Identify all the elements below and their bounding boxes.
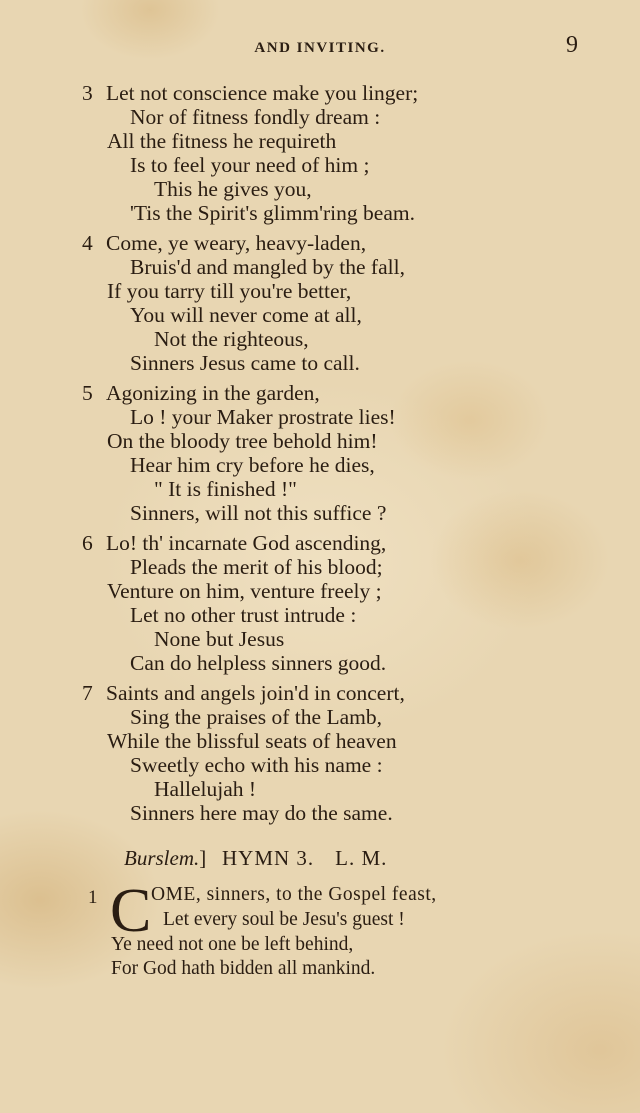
verse-line: Hear him cry before he dies, [130,453,375,477]
drop-cap: C [110,877,152,945]
stanza-number: 4 [82,231,93,255]
stanza-number: 1 [88,887,98,908]
verse-line: Bruis'd and mangled by the fall, [130,255,405,279]
verse-line: Nor of fitness fondly dream : [130,105,381,129]
verse-line: Venture on him, venture freely ; [107,579,382,603]
verse-line: Agonizing in the garden, [106,381,320,405]
running-head: AND INVITING. [254,40,386,56]
hymn-title: HYMN 3. [222,846,315,870]
verse-line: If you tarry till you're better, [107,279,352,303]
verse-line: Sinners here may do the same. [130,801,393,825]
verse-line: Lo ! your Maker prostrate lies! [130,405,396,429]
verse-line: Not the righteous, [154,327,309,351]
verse-line: Sinners, will not this suffice ? [130,501,387,525]
verse-line: None but Jesus [154,627,285,651]
verse-line: " It is finished !" [154,477,297,501]
verse-line: While the blissful seats of heaven [107,729,397,753]
tune-bracket: ] [199,846,207,870]
verse-line: Let not conscience make you linger; [106,81,419,105]
verse-line: For God hath bidden all mankind. [111,958,376,979]
verse-line: 'Tis the Spirit's glimm'ring beam. [130,201,415,225]
verse-line: Ye need not one be left behind, [111,934,354,955]
page-number: 9 [566,32,578,58]
hymn-heading [124,846,387,871]
verse-line: Lo! th' incarnate God ascending, [106,531,387,555]
stanza-number: 7 [82,681,93,705]
verse-line: All the fitness he requireth [107,129,337,153]
hymn-meter: L. M. [335,846,388,870]
stanza-number: 3 [82,81,93,105]
verse-line: Hallelujah ! [154,777,257,801]
verse-line: Saints and angels join'd in concert, [106,681,405,705]
verse-line: This he gives you, [154,177,312,201]
verse-line: Can do helpless sinners good. [130,651,387,675]
verse-line: Come, ye weary, heavy-laden, [106,231,367,255]
verse-line: Let every soul be Jesu's guest ! [163,909,405,930]
verse-line: Sweetly echo with his name : [130,753,383,777]
stanza-number: 6 [82,531,93,555]
verse-line: Sing the praises of the Lamb, [130,705,382,729]
verse-line: OME, sinners, to the Gospel feast, [151,884,437,905]
verse-line: You will never come at all, [130,303,362,327]
stanza-number: 5 [82,381,93,405]
verse-line: On the bloody tree behold him! [107,429,378,453]
verse-line: Pleads the merit of his blood; [130,555,383,579]
verse-line: Let no other trust intrude : [130,603,357,627]
verse-line: Is to feel your need of him ; [130,153,370,177]
tune-name: Burslem. [124,846,200,870]
verse-line: Sinners Jesus came to call. [130,351,360,375]
